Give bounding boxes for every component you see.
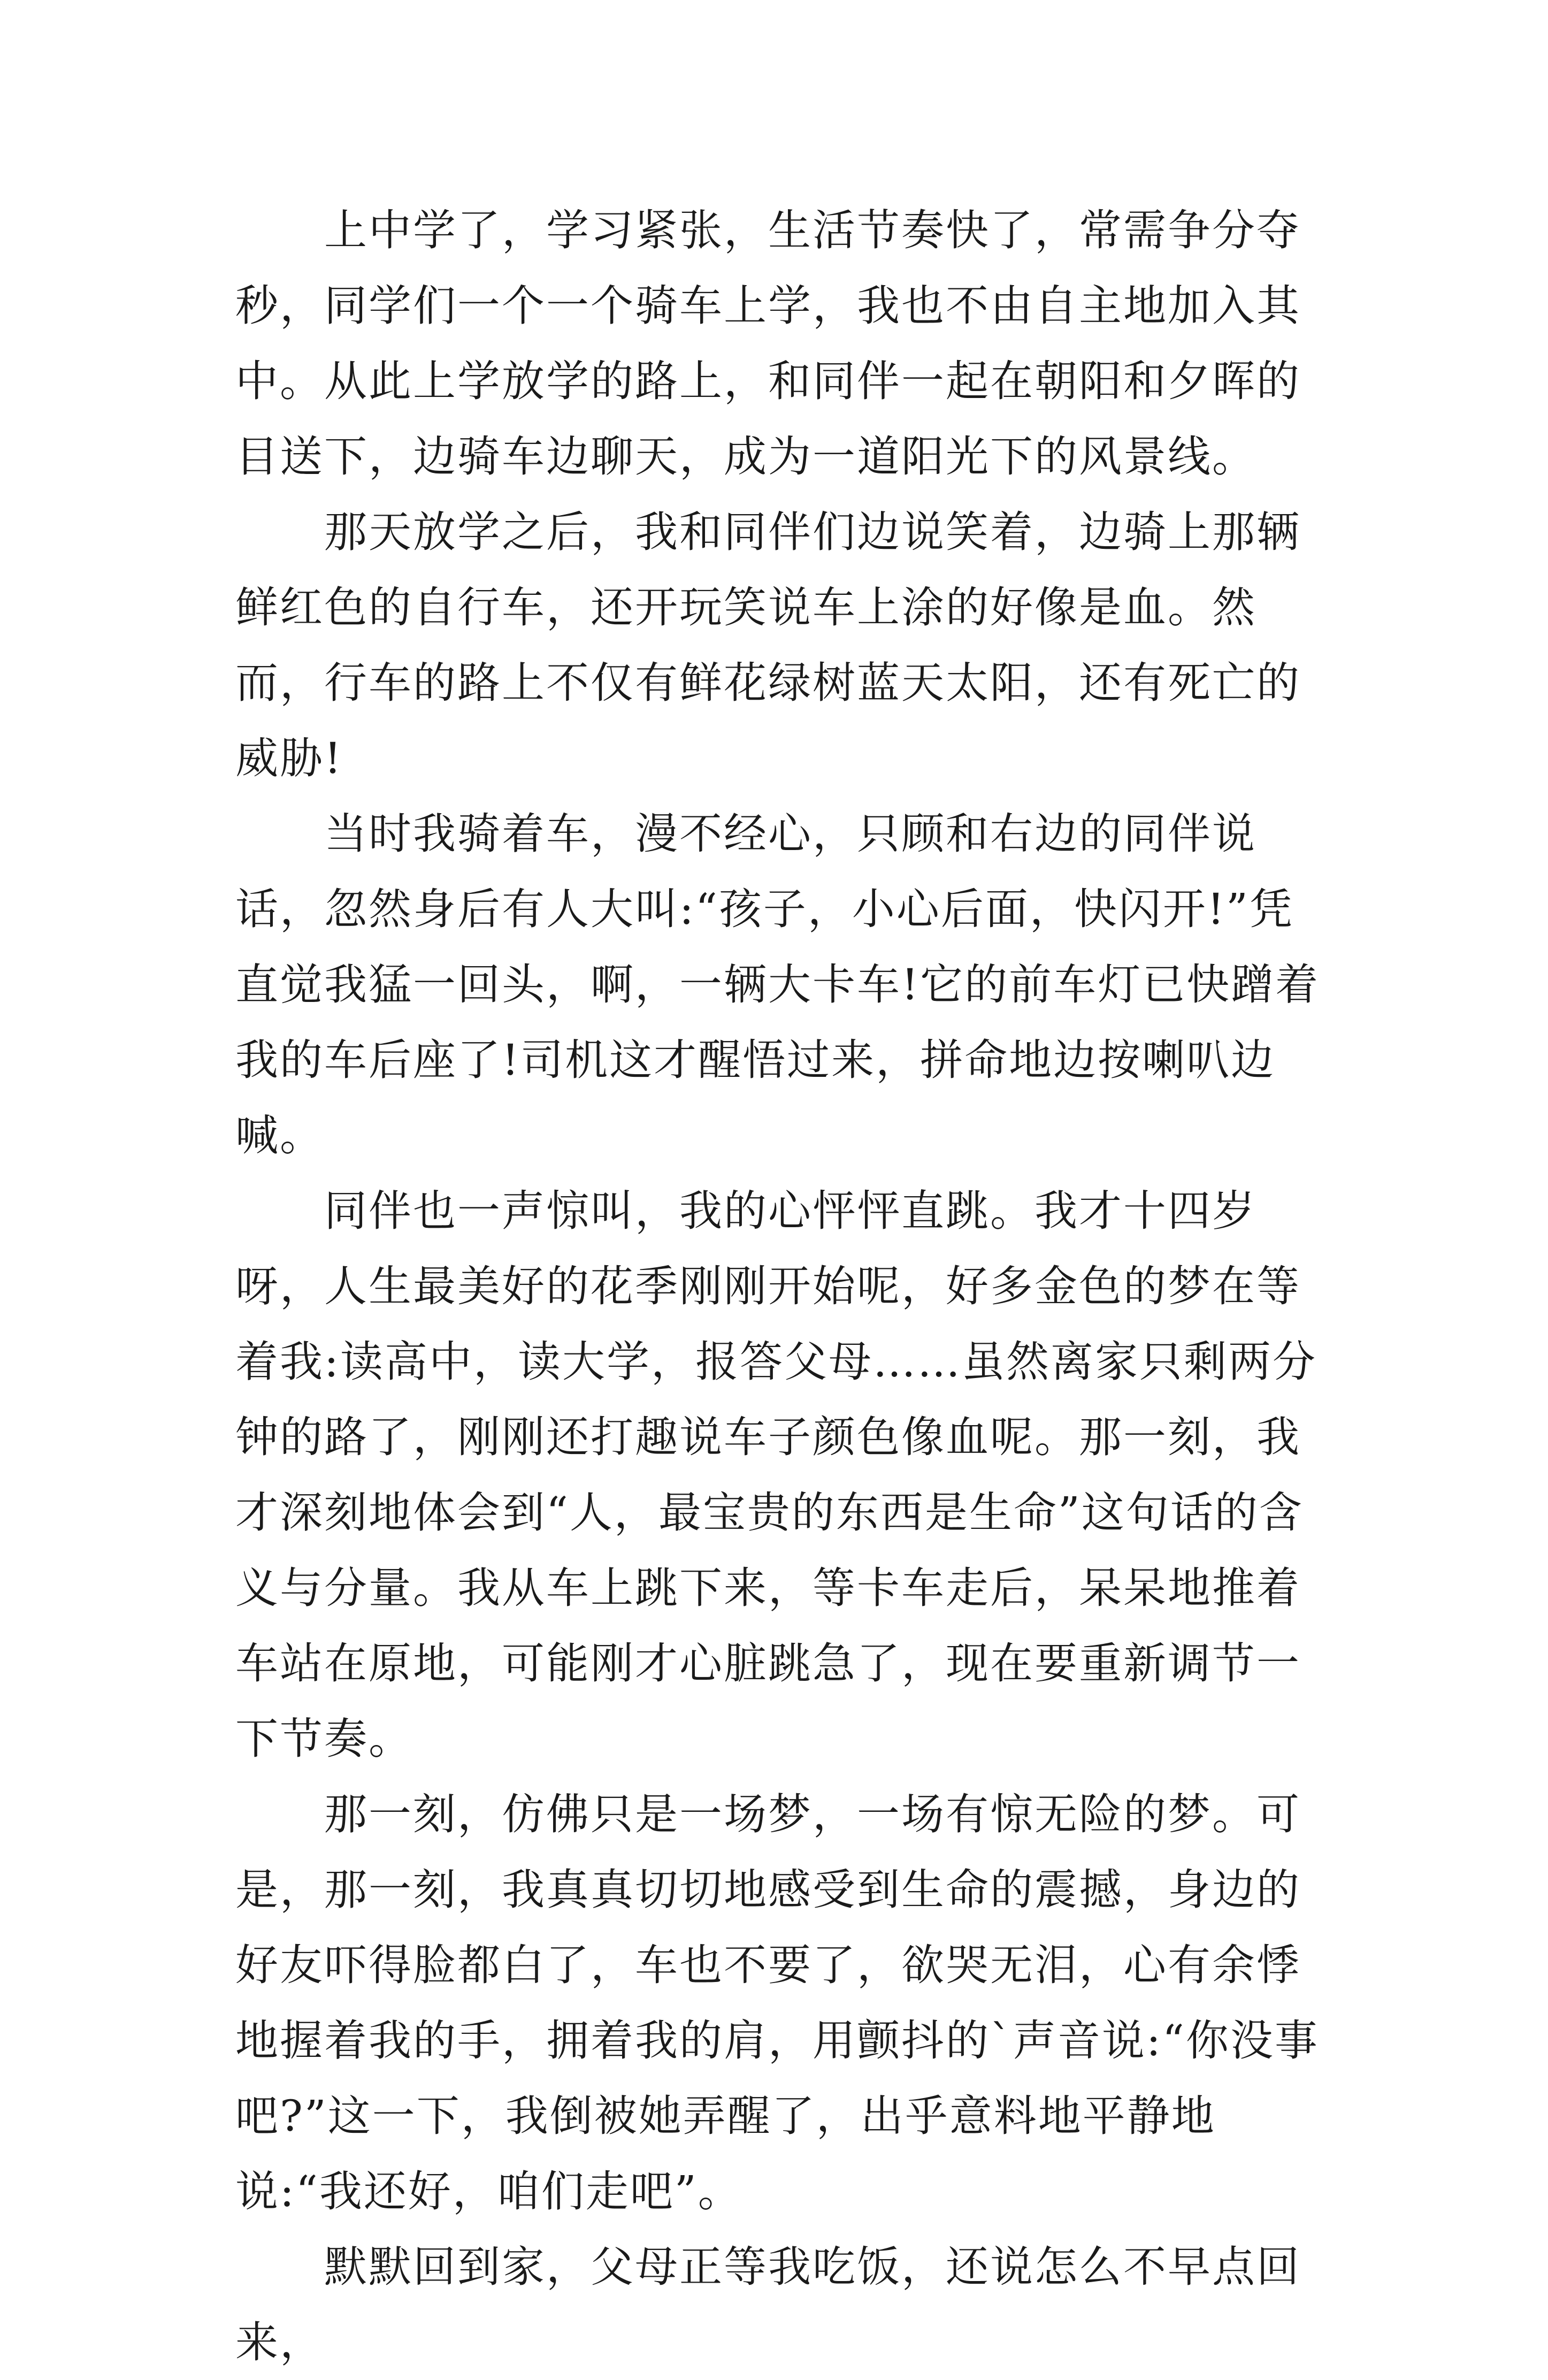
paragraph-1: 上中学了，学习紧张，生活节奏快了，常需争分夺秒，同学们一个一个骑车上学，我也不由自主地加入其中。从此上学放学的路上，和同伴一起在朝阳和夕晖的目送下，边骑车边聊天，成为一道阳光下的风景线。 <box>235 205 1301 481</box>
paragraph-3: 当时我骑着车，漫不经心，只顾和右边的同伴说话，忽然身后有人大叫:“孩子，小心后面，快闪开!”凭直觉我猛一回头，啊，一辆大卡车!它的前车灯已快蹭着我的车后座了!司机这才醒悟过来，拼命地边按喇叭边喊。 <box>235 809 1320 1160</box>
paragraph-4: 同伴也一声惊叫，我的心怦怦直跳。我才十四岁呀，人生最美好的花季刚刚开始呢，好多金色的梦在等着我:读高中，读大学，报答父母……虽然离家只剩两分钟的路了，刚刚还打趣说车子颜色像血呢。那一刻，我才深刻地体会到“人，最宝贵的东西是生命”这句话的含义与分量。我从车上跳下来，等卡车走后，呆呆地推着车站在原地，可能刚才心脏跳急了，现在要重新调节一下节奏。 <box>235 1186 1317 1764</box>
paragraph-2: 那天放学之后，我和同伴们边说笑着，边骑上那辆鲜红色的自行车，还开玩笑说车上涂的好像是血。然而，行车的路上不仅有鲜花绿树蓝天太阳，还有死亡的威胁! <box>235 507 1301 783</box>
paragraph-5: 那一刻，仿佛只是一场梦，一场有惊无险的梦。可是，那一刻，我真真切切地感受到生命的震撼，身边的好友吓得脸都白了，车也不要了，欲哭无泪，心有余悸地握着我的手，拥着我的肩，用颤抖的`声音说:“你没事吧?”这一下，我倒被她弄醒了，出乎意料地平静地说:“我还好，咱们走吧”。 <box>235 1789 1319 2216</box>
paragraph-6: 默默回到家，父母正等我吃饭，还说怎么不早点回来， <box>235 2242 1301 2367</box>
document-body <box>235 193 1332 2380</box>
